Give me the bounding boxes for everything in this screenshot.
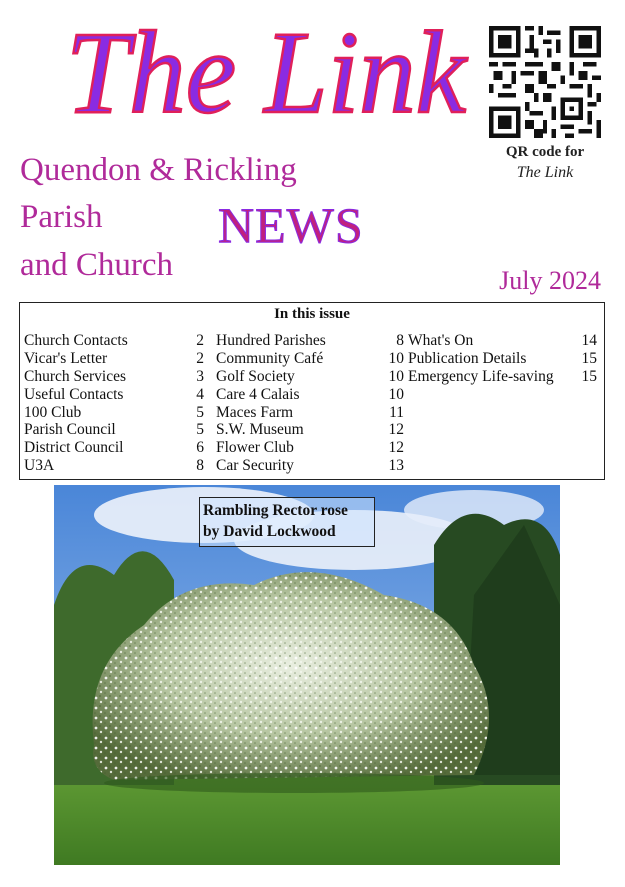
title-text: The Link xyxy=(66,7,469,138)
masthead-title xyxy=(60,4,480,154)
contents-item[interactable]: Maces Farm 11 xyxy=(216,403,404,421)
qr-code-image xyxy=(489,26,601,138)
subtitle-line-2: Parish xyxy=(20,199,103,235)
subtitle-line-3: and Church xyxy=(20,247,174,283)
contents-item[interactable]: Parish Council 5 xyxy=(24,421,204,439)
contents-item[interactable]: Useful Contacts 4 xyxy=(24,385,204,403)
contents-item[interactable]: U3A 8 xyxy=(24,457,204,475)
news-heading: NEWS xyxy=(218,197,364,253)
issue-date: July 2024 xyxy=(499,266,601,295)
caption-line-2: by David Lockwood xyxy=(203,523,336,540)
contents-item[interactable]: Publication Details 15 xyxy=(408,349,597,367)
contents-item[interactable]: Church Services 3 xyxy=(24,367,204,385)
contents-column-1 xyxy=(24,332,204,475)
contents-item[interactable]: Flower Club 12 xyxy=(216,439,404,457)
contents-box xyxy=(19,302,605,480)
contents-item[interactable]: Vicar's Letter 2 xyxy=(24,349,204,367)
caption-line-1: Rambling Rector rose xyxy=(203,502,348,519)
contents-item[interactable]: What's On 14 xyxy=(408,332,597,349)
qr-sub-label: The Link xyxy=(516,164,574,181)
contents-heading: In this issue xyxy=(274,306,350,322)
contents-column-2 xyxy=(216,332,404,475)
contents-item[interactable]: Church Contacts 2 xyxy=(24,332,204,349)
qr-label: QR code for xyxy=(505,144,585,160)
contents-column-3 xyxy=(408,332,597,386)
contents-item[interactable]: Golf Society 10 xyxy=(216,367,404,385)
contents-item[interactable]: 100 Club 5 xyxy=(24,403,204,421)
contents-item[interactable]: District Council 6 xyxy=(24,439,204,457)
contents-item[interactable]: Care 4 Calais 10 xyxy=(216,385,404,403)
contents-item[interactable]: Hundred Parishes 8 xyxy=(216,332,404,349)
subtitle-line-1: Quendon & Rickling xyxy=(20,152,297,188)
contents-item[interactable]: S.W. Museum 12 xyxy=(216,421,404,439)
contents-item[interactable]: Community Café 10 xyxy=(216,349,404,367)
contents-item[interactable]: Emergency Life-saving 15 xyxy=(408,367,597,385)
contents-item[interactable]: Car Security 13 xyxy=(216,457,404,475)
photo-caption xyxy=(199,497,375,547)
